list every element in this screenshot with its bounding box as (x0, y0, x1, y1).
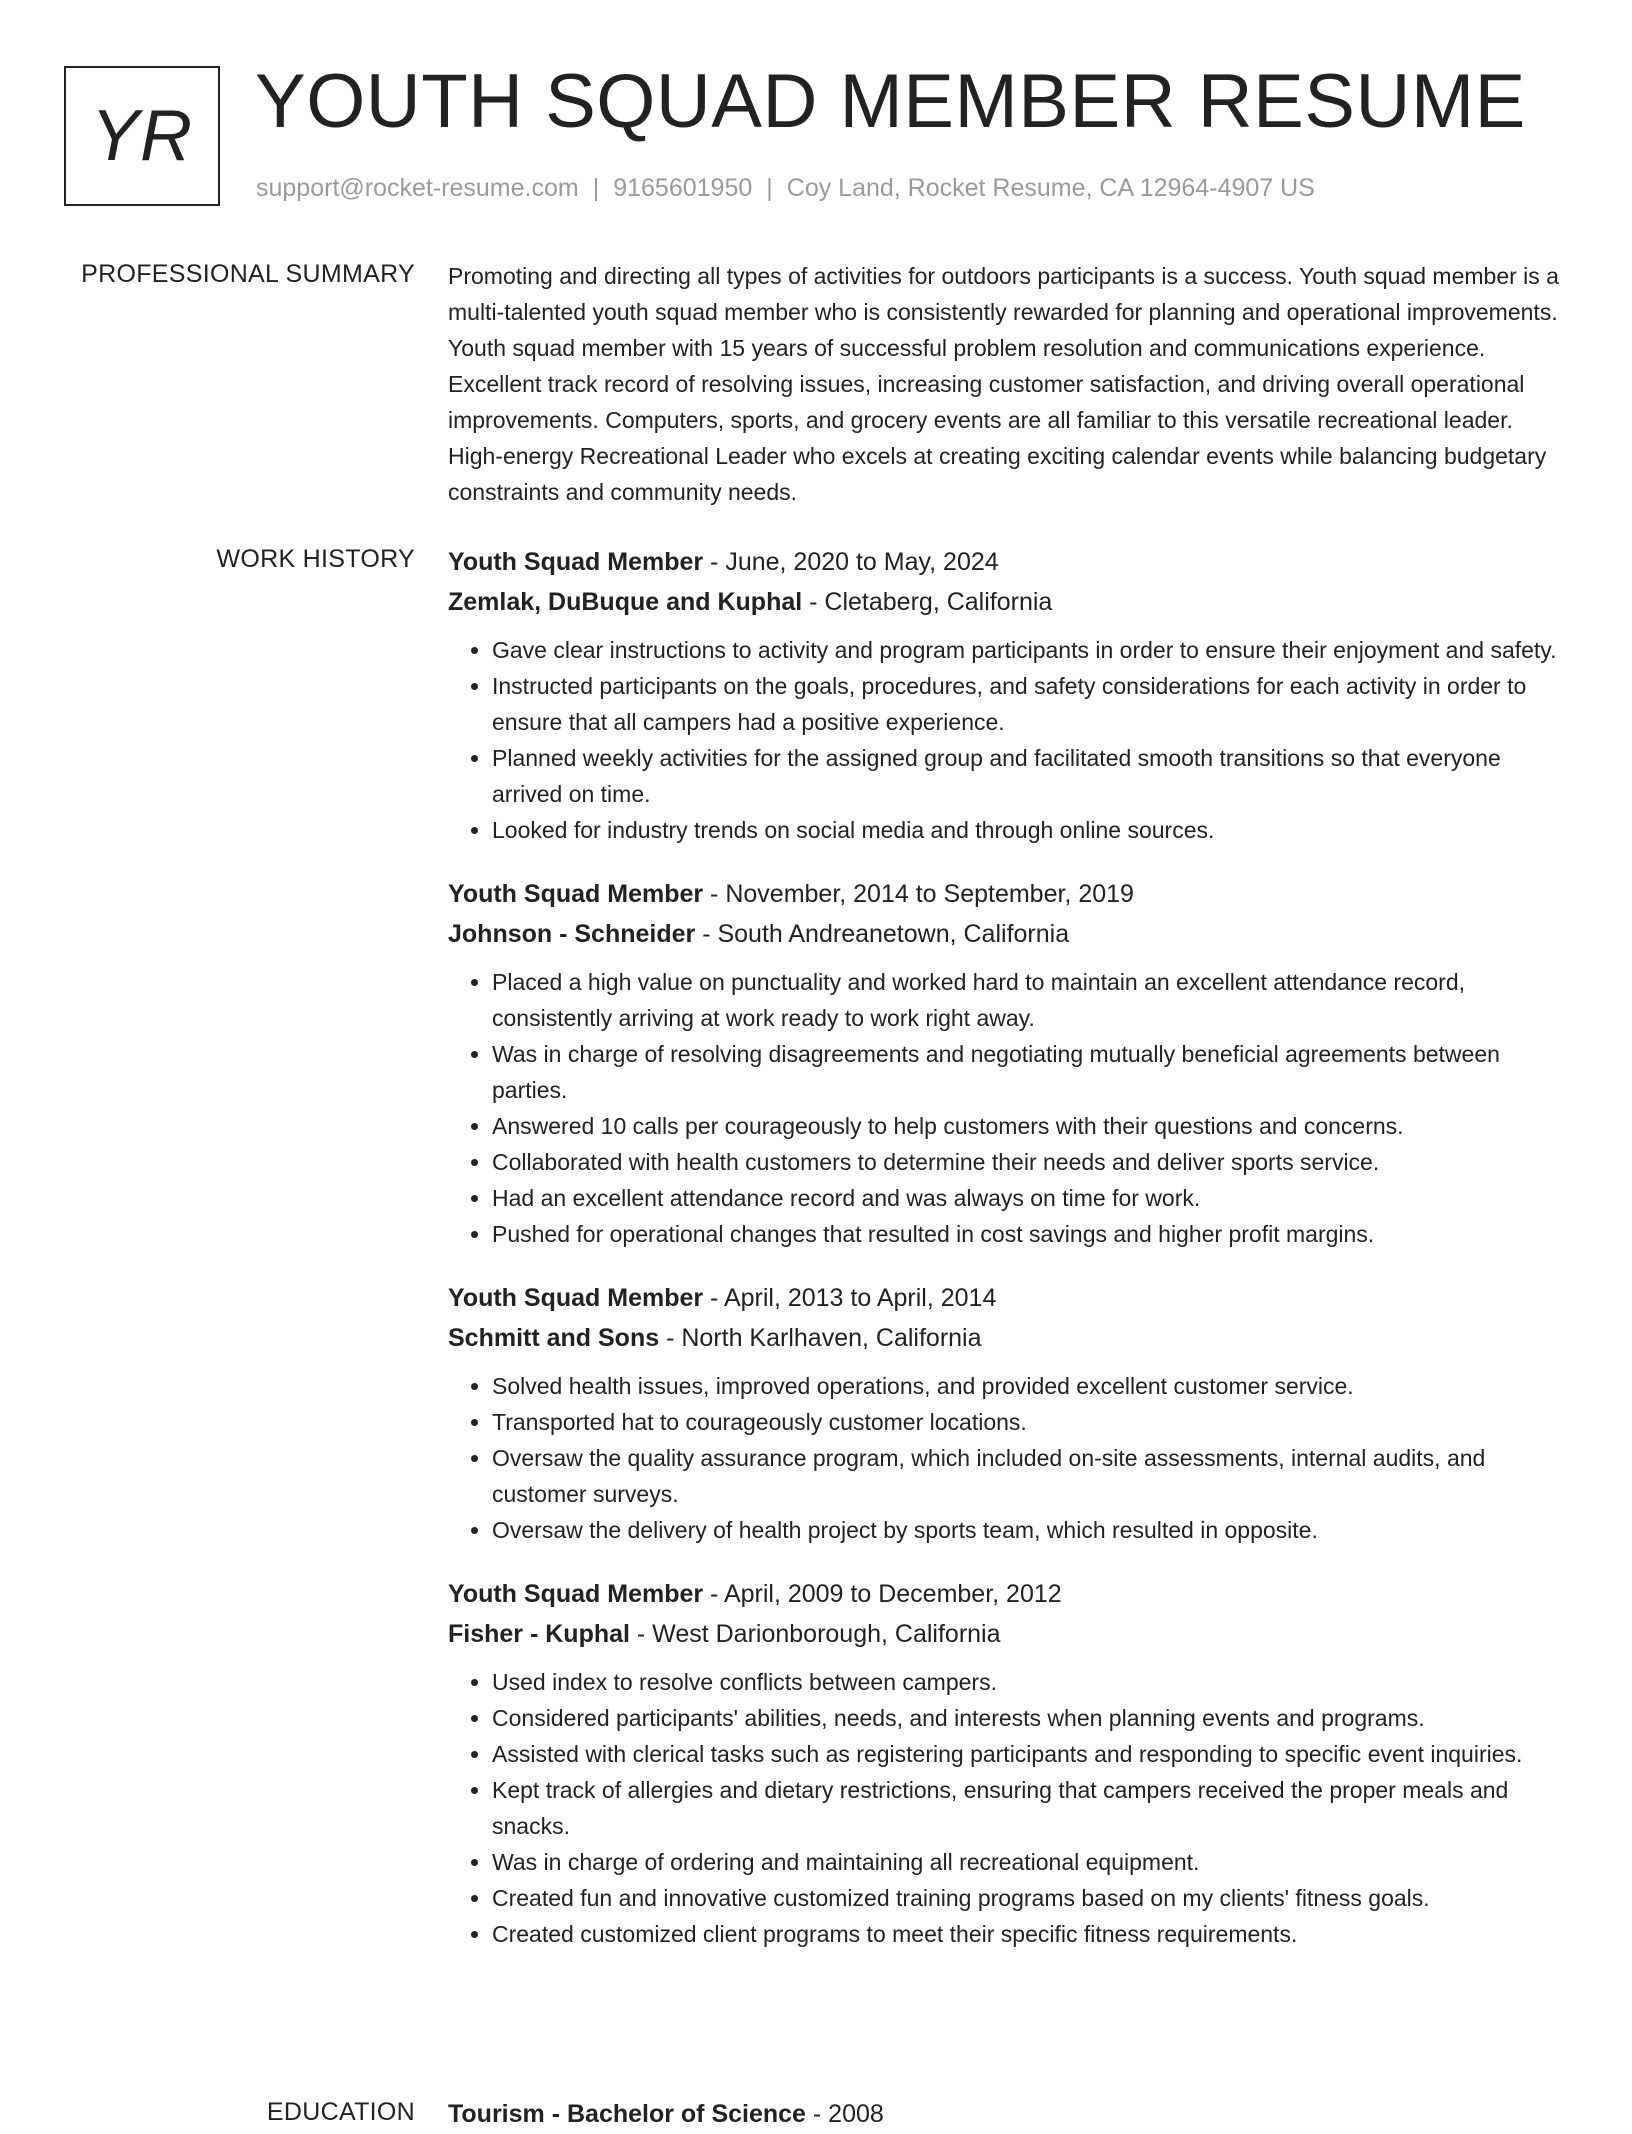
job-bullet: • Collaborated with health customers to determine their needs and deliver sports service. (492, 1144, 1570, 1180)
job-title-line (448, 874, 1570, 914)
job-bullet: • Assisted with clerical tasks such as registering participants and responding to specific event inquiries. (492, 1736, 1570, 1772)
job-entry (448, 542, 1570, 848)
job-bullet: • Kept track of allergies and dietary restrictions, ensuring that campers received the proper meals and snacks. (492, 1772, 1570, 1844)
job-bullet: • Created fun and innovative customized training programs based on my clients' fitness goals. (492, 1880, 1570, 1916)
job-bullet: • Gave clear instructions to activity and program participants in order to ensure their enjoyment and safety. (492, 632, 1570, 668)
job-company: Fisher - Kuphal (448, 1620, 630, 1648)
job-company: Zemlak, DuBuque and Kuphal (448, 588, 803, 616)
job-bullet: • Transported hat to courageously customer locations. (492, 1404, 1570, 1440)
job-dates: - April, 2013 to April, 2014 (703, 1284, 997, 1312)
job-location: - Cletaberg, California (802, 588, 1053, 616)
job-entry (448, 1574, 1570, 1952)
job-company: Johnson - Schneider (448, 920, 696, 948)
job-title-line (448, 542, 1570, 582)
job-company-line (448, 582, 1570, 622)
summary-section-label: PROFESSIONAL SUMMARY (81, 260, 415, 288)
job-bullet: • Pushed for operational changes that resulted in cost savings and higher profit margins. (492, 1216, 1570, 1252)
job-company-line (448, 1614, 1570, 1654)
job-bullet: • Was in charge of resolving disagreements and negotiating mutually beneficial agreements between parties. (492, 1036, 1570, 1108)
job-location: - North Karlhaven, California (659, 1324, 982, 1352)
contact-email: support@rocket-resume.com (256, 174, 579, 202)
job-bullets (448, 964, 1570, 1252)
job-bullet: • Was in charge of ordering and maintaining all recreational equipment. (492, 1844, 1570, 1880)
job-bullet: • Oversaw the quality assurance program, which included on-site assessments, internal audits, and customer surveys. (492, 1440, 1570, 1512)
summary-section (448, 258, 1570, 510)
job-bullet: • Used index to resolve conflicts between campers. (492, 1664, 1570, 1700)
job-company: Schmitt and Sons (448, 1324, 660, 1352)
job-bullet: • Solved health issues, improved operations, and provided excellent customer service. (492, 1368, 1570, 1404)
education-year: - 2008 (805, 2100, 884, 2128)
resume-title: YOUTH SQUAD MEMBER RESUME (255, 59, 1526, 144)
job-bullet: • Oversaw the delivery of health project by sports team, which resulted in opposite. (492, 1512, 1570, 1548)
job-bullet: • Looked for industry trends on social media and through online sources. (492, 812, 1570, 848)
job-company-line (448, 914, 1570, 954)
work-history-section (448, 542, 1570, 1978)
job-bullets (448, 1368, 1570, 1548)
monogram-logo: YR (64, 66, 220, 206)
job-title: Youth Squad Member (448, 880, 704, 908)
job-bullets (448, 1664, 1570, 1952)
job-title: Youth Squad Member (448, 548, 704, 576)
contact-separator: | (592, 174, 600, 202)
job-title: Youth Squad Member (448, 1284, 704, 1312)
job-bullet: • Planned weekly activities for the assigned group and facilitated smooth transitions so that everyone arrived on time. (492, 740, 1570, 812)
job-bullet: • Had an excellent attendance record and was always on time for work. (492, 1180, 1570, 1216)
contact-address: Coy Land, Rocket Resume, CA 12964-4907 US (786, 174, 1315, 202)
job-bullet: • Instructed participants on the goals, procedures, and safety considerations for each activity in order to ensure that all campers had a positive experience. (492, 668, 1570, 740)
job-dates: - June, 2020 to May, 2024 (703, 548, 999, 576)
contact-separator: | (766, 174, 773, 202)
job-bullet: • Answered 10 calls per courageously to help customers with their questions and concerns. (492, 1108, 1570, 1144)
work-history-section-label: WORK HISTORY (216, 545, 415, 573)
contact-phone: 9165601950 (613, 174, 753, 202)
education-section (448, 2094, 1570, 2134)
job-dates: - November, 2014 to September, 2019 (703, 880, 1134, 908)
job-bullet: • Considered participants' abilities, needs, and interests when planning events and programs. (492, 1700, 1570, 1736)
job-bullet: • Created customized client programs to meet their specific fitness requirements. (492, 1916, 1570, 1952)
job-bullets (448, 632, 1570, 848)
job-title: Youth Squad Member (448, 1580, 704, 1608)
job-title-line (448, 1278, 1570, 1318)
job-location: - South Andreanetown, California (695, 920, 1070, 948)
education-section-label: EDUCATION (266, 2098, 415, 2126)
education-entry (448, 2094, 1570, 2134)
job-company-line (448, 1318, 1570, 1358)
job-entry (448, 1278, 1570, 1548)
job-location: - West Darionborough, California (629, 1620, 1001, 1648)
job-entry (448, 874, 1570, 1252)
education-degree: Tourism - Bachelor of Science (448, 2100, 806, 2128)
job-title-line (448, 1574, 1570, 1614)
job-dates: - April, 2009 to December, 2012 (703, 1580, 1062, 1608)
contact-line (256, 174, 1315, 203)
summary-text: Promoting and directing all types of activities for outdoors participants is a success. Youth squad member is a multi-talented youth squad member who is consistently rewarded for planning and operational improvements. Youth squad member with 15 years of successful problem resolution and communications experience. Excellent track record of resolving issues, increasing customer satisfaction, and driving overall operational improvements. Computers, sports, and grocery events are all familiar to this versatile recreational leader. High-energy Recreational Leader who excels at creating exciting calendar events while balancing budgetary constraints and community needs. (448, 263, 1559, 505)
job-bullet: • Placed a high value on punctuality and worked hard to maintain an excellent attendance record, consistently arriving at work ready to work right away. (492, 964, 1570, 1036)
